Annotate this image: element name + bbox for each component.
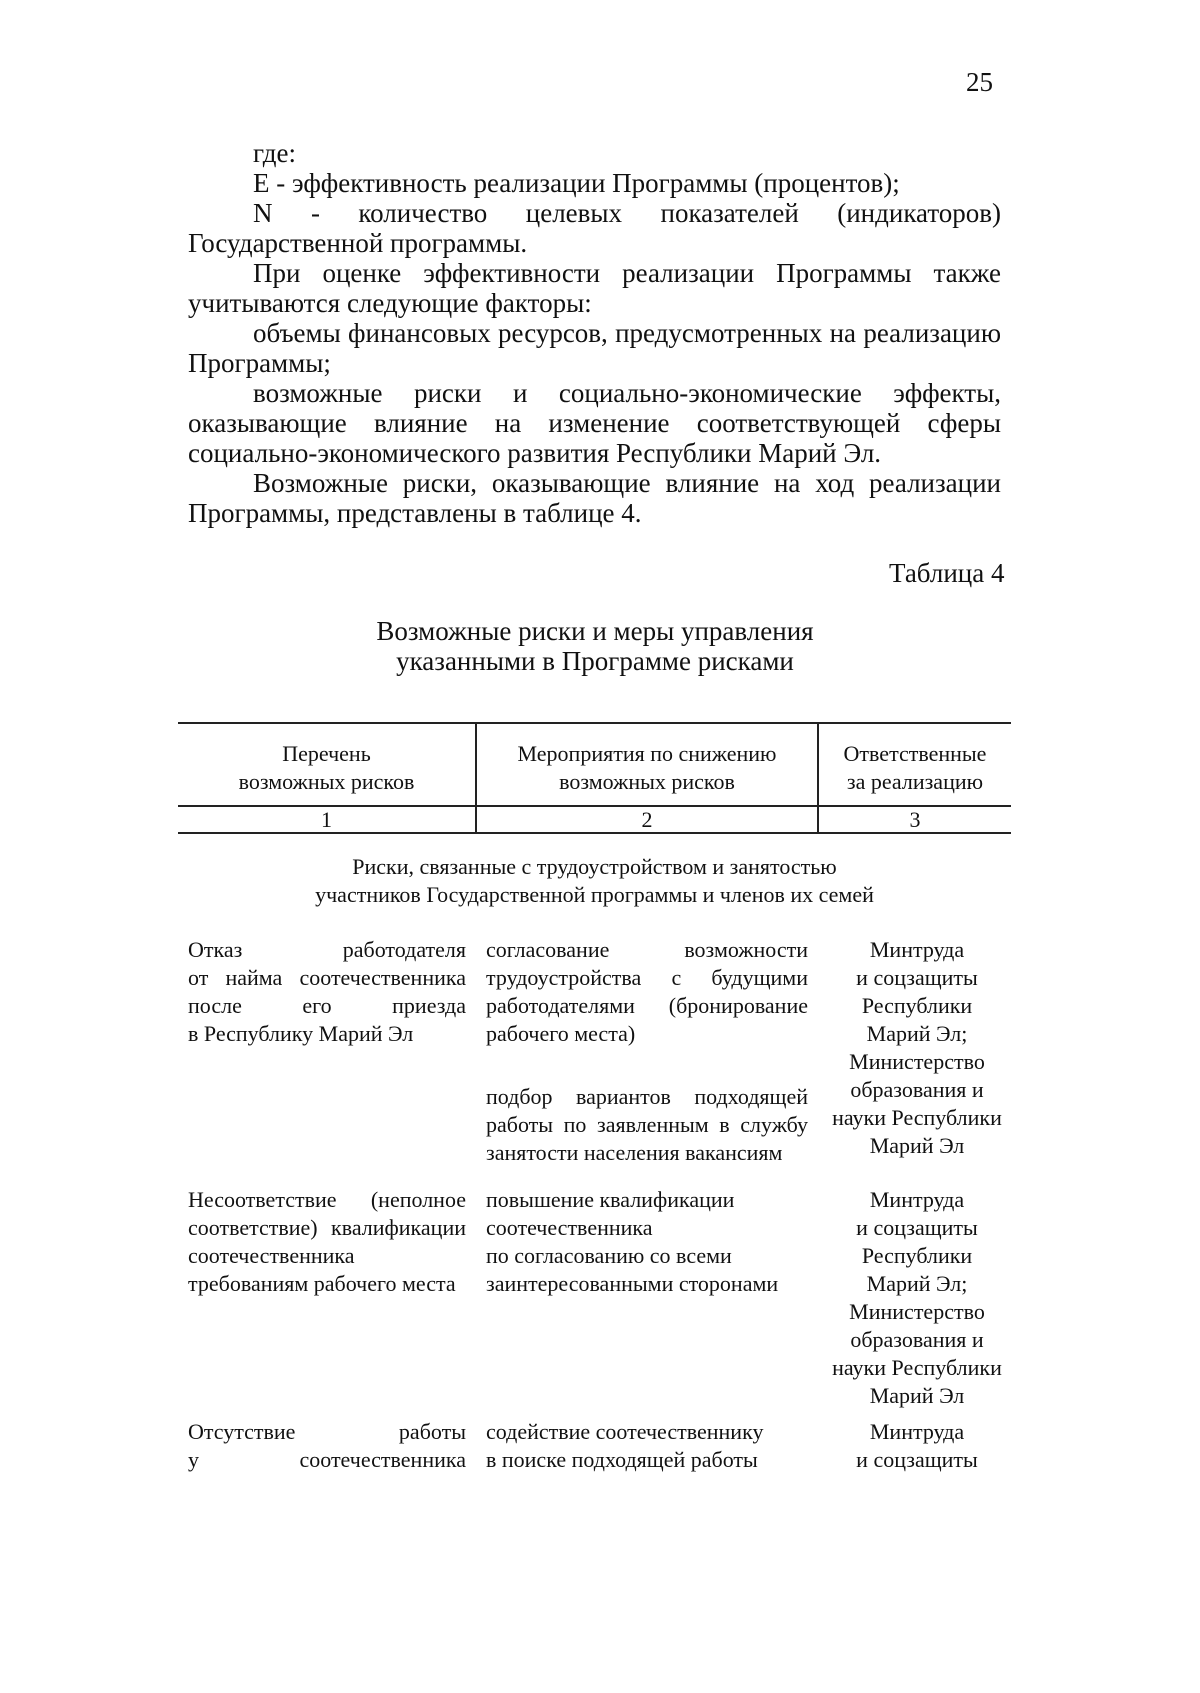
table-row-3-measures: содействие соотечественнику в поиске подходящей работы [486,1419,764,1472]
body-line: Возможные риски, оказывающие влияние на ход реализации [253,468,1001,498]
body-line: объемы финансовых ресурсов, предусмотренных на реализацию [253,318,1001,348]
body-line: возможные риски и социально-экономические эффекты, [253,378,1001,408]
body-line: оказывающие влияние на изменение соответствующей сферы [188,408,1001,438]
table-caption: Таблица 4 [889,558,1005,588]
table-title-line: указанными в Программе рисками [396,646,794,676]
body-line: Программы, представлены в таблице 4. [188,498,642,528]
section-title: Риски, связанные с трудоустройством и занятостью участников Государственной программы и членов их семей [315,854,874,907]
body-line: социально-экономического развития Республики Марий Эл. [188,438,882,468]
page-number: 25 [966,67,993,97]
body-line: Государственной программы. [188,228,528,258]
table-top-border [178,722,1011,724]
body-line: Программы; [188,348,331,378]
body-line: Е - эффективность реализации Программы (процентов); [253,168,900,198]
column-header-measures: Мероприятия по снижению возможных рисков [517,741,777,794]
body-line: N - количество целевых показателей (индикаторов) [253,198,1001,228]
column-header-responsible: Ответственные за реализацию [843,741,987,794]
table-row-2-responsible: Минтруда и соцзащиты Республики Марий Эл; Министерство образования и науки Республики Марий Эл [832,1187,1002,1408]
column-number: 2 [641,807,653,832]
table-row-3-responsible: Минтруда и соцзащиты [856,1419,978,1472]
table-row-1-measures-b: подбор вариантов подходящей работы по заявленным в службу занятости населения вакансиям [486,1084,808,1165]
table-row-2-measures: повышение квалификации соотечественника по согласованию со всеми заинтересованными сторонами [486,1187,779,1296]
table-row-1-measures-a: согласование возможности трудоустройства с будущими работодателями (бронирование рабочего места) [486,937,808,1046]
table-row-3-risk: Отсутствие работы у соотечественника [188,1419,466,1472]
body-line: учитываются следующие факторы: [188,288,592,318]
column-number: 1 [321,807,332,832]
table-title-line: Возможные риски и меры управления [376,616,814,646]
table-row-1-risk: Отказ работодателя от найма соотечественника после его приезда в Республику Марий Эл [188,937,466,1046]
column-header-risks: Перечень возможных рисков [238,741,415,794]
table-row-2-risk: Несоответствие (неполное соответствие) квалификации соотечественника требованиям рабочего места [188,1187,466,1296]
body-line: При оценке эффективности реализации Программы также [253,258,1001,288]
body-line: где: [253,138,296,168]
column-number: 3 [909,807,921,832]
table-row-1-responsible: Минтруда и соцзащиты Республики Марий Эл; Министерство образования и науки Республики Марий Эл [832,937,1002,1158]
